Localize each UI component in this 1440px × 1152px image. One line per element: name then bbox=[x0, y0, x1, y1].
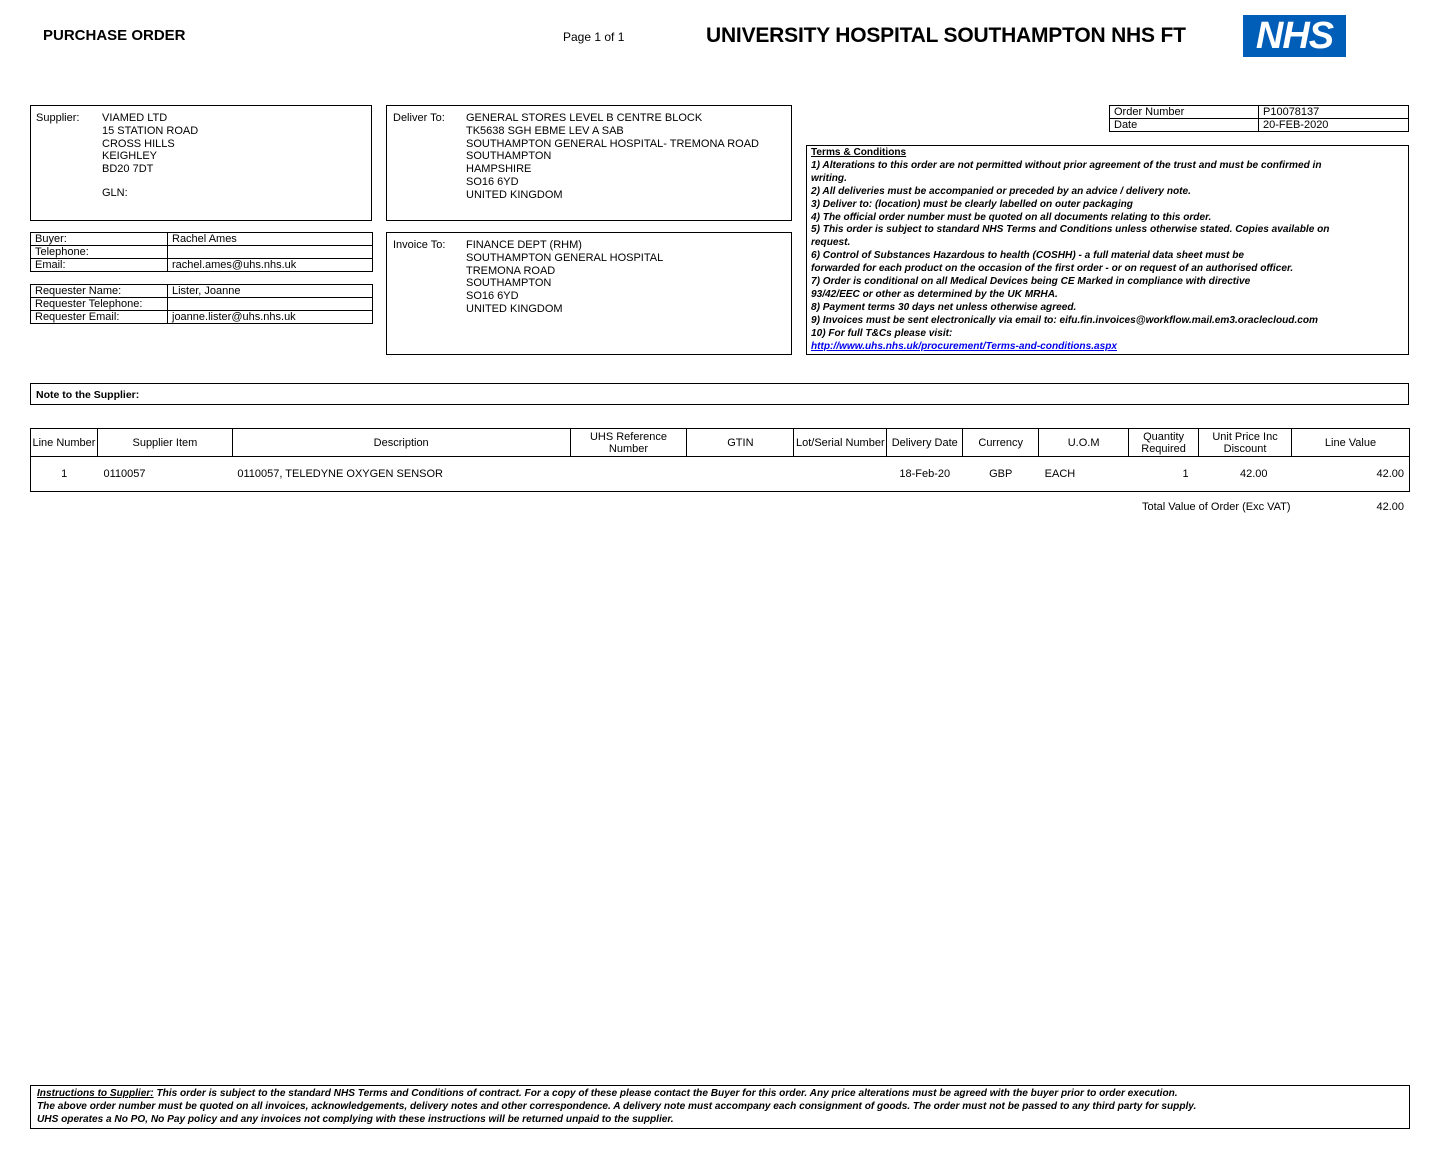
buyer-name: Rachel Ames bbox=[168, 233, 373, 246]
requester-phone-label: Requester Telephone: bbox=[31, 298, 168, 311]
address-line: SO16 6YD bbox=[466, 290, 519, 303]
address-line: CROSS HILLS bbox=[102, 137, 175, 150]
requester-name-row bbox=[31, 285, 373, 298]
terms-link[interactable]: http://www.uhs.nhs.uk/procurement/Terms-and-conditions.aspx bbox=[811, 340, 1118, 352]
address-line: FINANCE DEPT (RHM) bbox=[466, 239, 582, 251]
instructions-line-2: The above order number must be quoted on all invoices, acknowledgements, delivery notes and other correspondence. A delivery note must accompany each consignment of goods. The order must not be passed to any third party for supply. bbox=[37, 1101, 1197, 1112]
deliver-to-label: Deliver To: bbox=[393, 112, 445, 124]
buyer-label: Buyer: bbox=[31, 233, 168, 246]
buyer-table bbox=[30, 232, 373, 272]
terms-line: 2) All deliveries must be accompanied or preceded by an advice / delivery note. bbox=[811, 185, 1191, 197]
address-line: UNITED KINGDOM bbox=[466, 188, 563, 201]
order-number-row bbox=[1110, 106, 1409, 119]
col-header: UHS Reference Number bbox=[570, 429, 687, 457]
cell-lot-serial bbox=[794, 457, 887, 492]
terms-line: forwarded for each product on the occasion of the first order - or on request of an authorised officer. bbox=[811, 263, 1294, 275]
cell-delivery-date: 18-Feb-20 bbox=[899, 468, 951, 480]
instructions-line-3: UHS operates a No PO, No Pay policy and any invoices not complying with these instructions will be returned unpaid to the supplier. bbox=[37, 1114, 674, 1125]
total-value: 42.00 bbox=[1376, 501, 1404, 513]
terms-line: 4) The official order number must be quoted on all documents relating to this order. bbox=[811, 211, 1212, 223]
address-line: TK5638 SGH EBME LEV A SAB bbox=[466, 124, 624, 137]
col-header: Quantity Required bbox=[1129, 429, 1199, 457]
requester-table bbox=[30, 284, 373, 324]
terms-title: Terms & Conditions bbox=[811, 147, 907, 158]
cell-gtin bbox=[687, 457, 794, 492]
cell-unit-price: 42.00 bbox=[1239, 468, 1268, 480]
terms-line: writing. bbox=[811, 172, 847, 184]
cell-line-value: 42.00 bbox=[1292, 457, 1410, 492]
address-line: VIAMED LTD bbox=[102, 112, 168, 124]
cell-quantity: 1 bbox=[1182, 468, 1189, 480]
order-number-label: Order Number bbox=[1110, 106, 1259, 119]
col-header: Description bbox=[232, 429, 570, 457]
terms-line: 9) Invoices must be sent electronically via email to: eifu.fin.invoices@workflow.mail.em3.oraclecloud.com bbox=[811, 314, 1319, 326]
buyer-row bbox=[31, 233, 373, 246]
buyer-email-row bbox=[31, 259, 373, 272]
terms-line: 8) Payment terms 30 days net unless otherwise agreed. bbox=[811, 301, 1077, 313]
supplier-address bbox=[102, 112, 198, 176]
instructions-text: This order is subject to the standard NHS Terms and Conditions of contract. For a copy of these please contact the Buyer for this order. Any price alterations must be agreed with the buyer prior to order execution. bbox=[153, 1088, 1178, 1099]
gln-label: GLN: bbox=[102, 187, 128, 199]
address-line: KEIGHLEY bbox=[102, 150, 158, 163]
col-header: Currency bbox=[963, 429, 1039, 457]
address-line: SOUTHAMPTON bbox=[466, 150, 552, 163]
terms-line: 5) This order is subject to standard NHS Terms and Conditions unless otherwise stated. Copies available on bbox=[811, 224, 1330, 236]
requester-email-row bbox=[31, 311, 373, 324]
address-line: TREMONA ROAD bbox=[466, 264, 556, 277]
invoice-to-label: Invoice To: bbox=[393, 239, 446, 251]
supplier-box bbox=[30, 105, 372, 221]
cell-description: 0110057, TELEDYNE OXYGEN SENSOR bbox=[237, 468, 443, 480]
terms-line: 7) Order is conditional on all Medical Devices being CE Marked in compliance with directive bbox=[811, 276, 1251, 288]
terms-line: request. bbox=[811, 237, 851, 249]
order-info-table bbox=[1109, 105, 1409, 132]
terms-line: 10) For full T&Cs please visit: bbox=[811, 327, 953, 339]
requester-email[interactable]: joanne.lister@uhs.nhs.uk bbox=[168, 311, 373, 324]
note-to-supplier bbox=[30, 383, 1409, 405]
cell-currency: GBP bbox=[989, 468, 1013, 480]
requester-name: Lister, Joanne bbox=[168, 285, 373, 298]
buyer-phone bbox=[168, 246, 373, 259]
requester-email-label: Requester Email: bbox=[31, 311, 168, 324]
terms-line: 1) Alterations to this order are not permitted without prior agreement of the trust and must be confirmed in bbox=[811, 159, 1322, 171]
col-header: Delivery Date bbox=[887, 429, 963, 457]
col-header: Line Number bbox=[31, 429, 98, 457]
address-line: BD20 7DT bbox=[102, 163, 154, 176]
deliver-to-address bbox=[466, 112, 759, 202]
table-header-row bbox=[31, 429, 1410, 457]
terms-line: 93/42/EEC or other as determined by the UK MRHA. bbox=[811, 288, 1058, 300]
address-line: 15 STATION ROAD bbox=[102, 124, 199, 137]
order-number: P10078137 bbox=[1259, 106, 1409, 119]
invoice-to-address bbox=[466, 239, 663, 316]
page-number: Page 1 of 1 bbox=[563, 30, 625, 44]
buyer-phone-row bbox=[31, 246, 373, 259]
table-row bbox=[31, 457, 1410, 492]
order-lines-table bbox=[30, 428, 1410, 492]
order-date-label: Date bbox=[1110, 119, 1259, 132]
address-line: SOUTHAMPTON GENERAL HOSPITAL bbox=[466, 251, 664, 264]
buyer-phone-label: Telephone: bbox=[31, 246, 168, 259]
address-line: SOUTHAMPTON GENERAL HOSPITAL- TREMONA ROAD bbox=[466, 137, 759, 150]
instructions-line-1 bbox=[37, 1087, 1403, 1100]
cell-supplier-item: 0110057 bbox=[103, 468, 146, 480]
address-line: UNITED KINGDOM bbox=[466, 302, 563, 315]
instructions-to-supplier bbox=[30, 1085, 1410, 1129]
order-date: 20-FEB-2020 bbox=[1259, 119, 1409, 132]
order-date-row bbox=[1110, 119, 1409, 132]
terms-line: 6) Control of Substances Hazardous to health (COSHH) - a full material data sheet must be bbox=[811, 250, 1244, 262]
total-label: Total Value of Order (Exc VAT) bbox=[1142, 501, 1291, 513]
col-header: Line Value bbox=[1292, 429, 1410, 457]
buyer-email[interactable]: rachel.ames@uhs.nhs.uk bbox=[168, 259, 373, 272]
cell-uom: EACH bbox=[1044, 468, 1076, 480]
note-label: Note to the Supplier: bbox=[36, 389, 140, 401]
requester-phone-row bbox=[31, 298, 373, 311]
buyer-email-label: Email: bbox=[31, 259, 168, 272]
address-line: SO16 6YD bbox=[466, 175, 519, 188]
col-header: U.O.M bbox=[1039, 429, 1129, 457]
supplier-label: Supplier: bbox=[36, 112, 80, 124]
col-header: GTIN bbox=[687, 429, 794, 457]
address-line: SOUTHAMPTON bbox=[466, 277, 552, 290]
col-header: Unit Price Inc Discount bbox=[1199, 429, 1292, 457]
document-title: PURCHASE ORDER bbox=[43, 27, 186, 44]
cell-line-number: 1 bbox=[31, 457, 98, 492]
col-header: Supplier Item bbox=[97, 429, 232, 457]
cell-uhs-reference bbox=[570, 457, 687, 492]
address-line: HAMPSHIRE bbox=[466, 163, 532, 176]
col-header: Lot/Serial Number bbox=[794, 429, 887, 457]
requester-phone bbox=[168, 298, 373, 311]
requester-name-label: Requester Name: bbox=[31, 285, 168, 298]
nhs-logo: NHS bbox=[1243, 15, 1346, 57]
terms-line: 3) Deliver to: (location) must be clearly labelled on outer packaging bbox=[811, 198, 1133, 210]
deliver-to-box bbox=[386, 105, 792, 221]
address-line: GENERAL STORES LEVEL B CENTRE BLOCK bbox=[466, 112, 703, 124]
organisation-name: UNIVERSITY HOSPITAL SOUTHAMPTON NHS FT bbox=[706, 24, 1186, 47]
invoice-to-box bbox=[386, 232, 792, 355]
instructions-title: Instructions to Supplier: bbox=[37, 1088, 154, 1099]
terms-and-conditions bbox=[806, 145, 1409, 355]
